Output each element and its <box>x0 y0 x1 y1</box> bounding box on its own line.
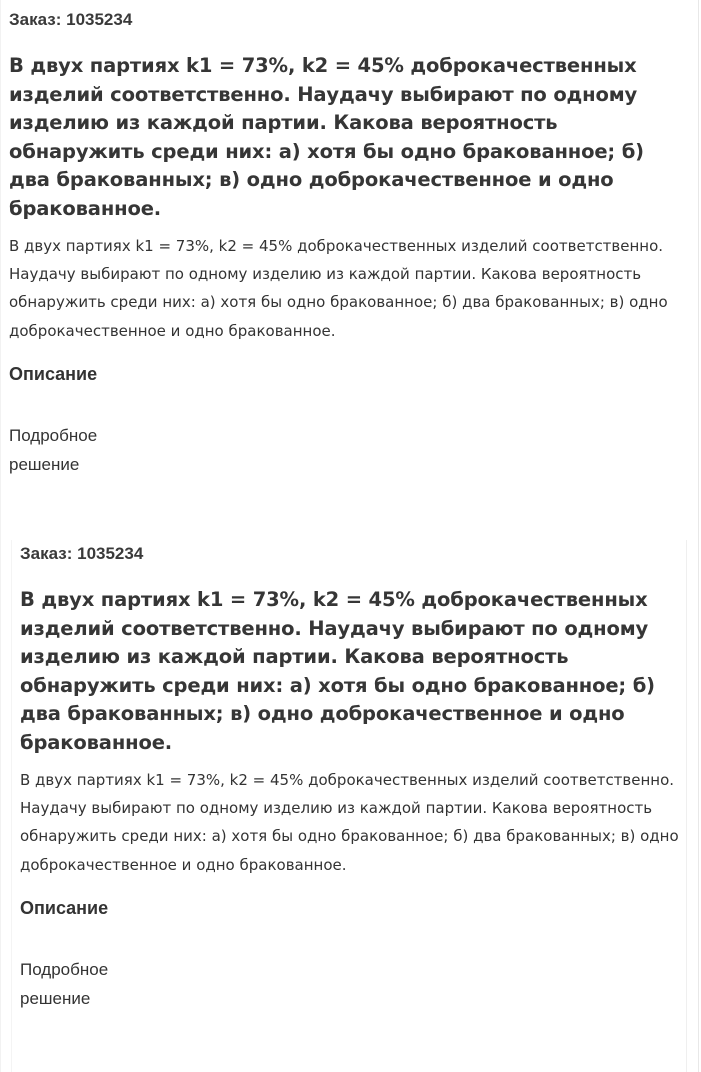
description-text: Подробное решение <box>20 960 109 1009</box>
task-text: В двух партиях k1 = 73%, k2 = 45% доброкачественных изделий соответственно. Наудачу выбирают по одному изделию из каждой партии. Какова вероятность обнаружить среди них: а) хотя бы одно бракованное; б) два бракованных; в) одно доброкачественное и одно бракованное. <box>20 770 679 874</box>
order-number: Заказ: 1035234 <box>20 544 144 563</box>
description-text: Подробное решение <box>9 426 98 475</box>
task-title: В двух партиях k1 = 73%, k2 = 45% доброкачественных изделий соответственно. Наудачу выбирают по одному изделию из каждой партии. Какова вероятность обнаружить среди них: а) хотя бы одно бракованное; б) два бракованных; в) одно доброкачественное и одно бракованное. <box>9 54 644 220</box>
order-block-1 <box>9 8 693 479</box>
task-text: В двух партиях k1 = 73%, k2 = 45% доброкачественных изделий соответственно. Наудачу выбирают по одному изделию из каждой партии. Какова вероятность обнаружить среди них: а) хотя бы одно бракованное; б) два бракованных; в) одно доброкачественное и одно бракованное. <box>9 236 668 340</box>
order-block-2 <box>11 540 687 1072</box>
order-number: Заказ: 1035234 <box>9 10 133 29</box>
description-heading: Описание <box>20 898 109 919</box>
description-heading: Описание <box>9 364 98 385</box>
task-title: В двух партиях k1 = 73%, k2 = 45% доброкачественных изделий соответственно. Наудачу выбирают по одному изделию из каждой партии. Какова вероятность обнаружить среди них: а) хотя бы одно бракованное; б) два бракованных; в) одно доброкачественное и одно бракованное. <box>20 588 655 754</box>
